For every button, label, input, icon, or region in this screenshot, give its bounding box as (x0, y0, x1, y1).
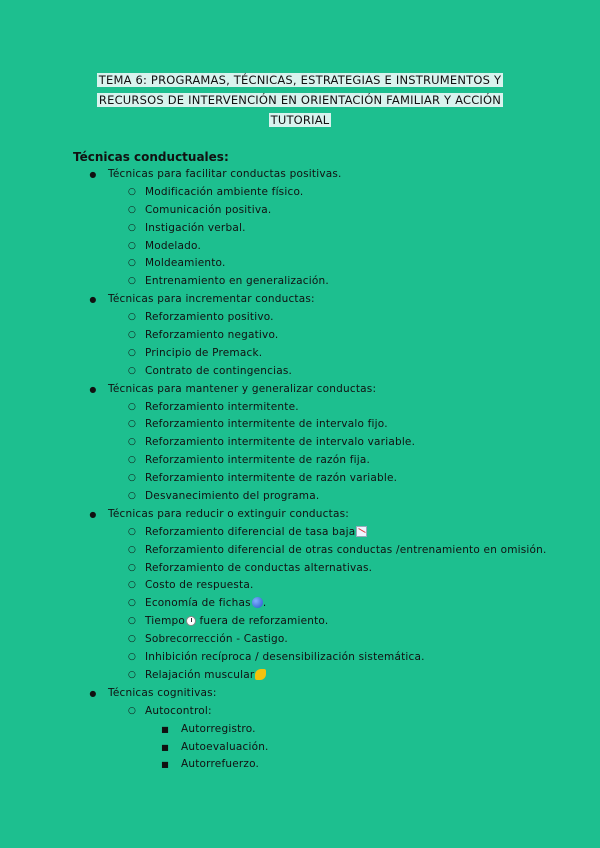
bullet-marker: ○ (127, 240, 137, 251)
list-item-level2 (0, 560, 600, 578)
bullet-marker: ○ (127, 491, 137, 502)
bullet-marker: ● (89, 295, 97, 305)
item-label: Desvanecimiento del programa. (145, 490, 320, 503)
list-item-level3 (0, 721, 600, 739)
list-item-text (145, 667, 266, 685)
list-item-text (145, 488, 319, 506)
list-item-text (145, 542, 547, 560)
list-item-level2 (0, 273, 600, 291)
list-item-text (145, 309, 274, 327)
item-label: Autoevaluación. (181, 740, 269, 753)
bullet-marker: ○ (127, 526, 137, 537)
bullet-marker: ■ (161, 724, 169, 734)
item-label: Entrenamiento en generalización. (145, 275, 329, 288)
list-item-level2 (0, 238, 600, 256)
bullet-marker: ○ (127, 186, 137, 197)
item-label: Relajación muscular (145, 668, 255, 681)
bullet-marker: ○ (127, 705, 137, 716)
list-item-level2 (0, 542, 600, 560)
list-item-text (145, 184, 303, 202)
item-label: Costo de respuesta. (145, 579, 254, 592)
item-label: Instigación verbal. (145, 221, 246, 234)
list-item-level2 (0, 470, 600, 488)
list-item-text (108, 506, 349, 524)
list-item-level2 (0, 416, 600, 434)
blue-circle-icon (252, 597, 263, 608)
list-item-text (108, 381, 376, 399)
list-item-level1 (0, 166, 600, 184)
bullet-marker: ○ (127, 276, 137, 287)
list-item-level1 (0, 291, 600, 309)
item-label: Comunicación positiva. (145, 203, 272, 216)
list-item-text (108, 685, 217, 703)
item-label: Principio de Premack. (145, 346, 263, 359)
item-label: Técnicas para reducir o extinguir conductas: (108, 507, 349, 520)
item-suffix: fuera de reforzamiento. (196, 615, 329, 628)
list-item-level2 (0, 649, 600, 667)
item-label: Reforzamiento positivo. (145, 311, 274, 324)
list-item-text (145, 577, 254, 595)
bullet-marker: ○ (127, 330, 137, 341)
bullet-marker: ○ (127, 437, 137, 448)
list-item-level3 (0, 756, 600, 774)
list-item-level1 (0, 381, 600, 399)
bullet-marker: ○ (127, 347, 137, 358)
list-item-text (145, 452, 370, 470)
item-label: Modelado. (145, 239, 202, 252)
list-item-level2 (0, 363, 600, 381)
list-item-level2 (0, 345, 600, 363)
list-item-text (145, 434, 415, 452)
list-item-level2 (0, 667, 600, 685)
stopwatch-icon (186, 616, 196, 626)
section-heading: Técnicas conductuales: (73, 150, 229, 164)
bullet-marker: ○ (127, 204, 137, 215)
bullet-marker: ■ (161, 742, 169, 752)
list-item-level2 (0, 202, 600, 220)
bullet-marker: ○ (127, 652, 137, 663)
bullet-marker: ○ (127, 222, 137, 233)
bullet-marker: ○ (127, 669, 137, 680)
list-item-text (145, 238, 201, 256)
item-label: Reforzamiento de conductas alternativas. (145, 561, 373, 574)
bullet-marker: ○ (127, 419, 137, 430)
item-label: Autorregistro. (181, 722, 256, 735)
bullet-marker: ● (89, 509, 97, 519)
bullet-marker: ○ (127, 598, 137, 609)
item-suffix: . (262, 597, 267, 610)
list-item-level2 (0, 327, 600, 345)
item-label: Sobrecorrección - Castigo. (145, 633, 288, 646)
item-label: Economía de fichas (145, 597, 251, 610)
item-label: Modificación ambiente físico. (145, 185, 304, 198)
list-item-level2 (0, 595, 600, 613)
item-label: Autorrefuerzo. (181, 758, 260, 771)
bullet-marker: ● (89, 688, 97, 698)
list-item-text (145, 327, 278, 345)
title-text: TEMA 6: PROGRAMAS, TÉCNICAS, ESTRATEGIAS E INSTRUMENTOS Y RECURSOS DE INTERVENCIÓN EN ORIENTACIÓN FAMILIAR Y ACCIÓN TUTORIAL (98, 73, 502, 127)
bullet-marker: ○ (127, 455, 137, 466)
list-item-text (145, 363, 292, 381)
list-item-level2 (0, 577, 600, 595)
item-label: Reforzamiento diferencial de otras conductas /entrenamiento en omisión. (145, 543, 547, 556)
item-label: Tiempo (145, 615, 185, 628)
bullet-marker: ○ (127, 401, 137, 412)
bullet-marker: ○ (127, 365, 137, 376)
list-item-level2 (0, 255, 600, 273)
list-item-text (145, 345, 262, 363)
item-label: Contrato de contingencias. (145, 364, 293, 377)
item-label: Inhibición recíproca / desensibilización sistemática. (145, 651, 425, 664)
item-label: Reforzamiento intermitente de razón fija. (145, 454, 371, 467)
item-label: Técnicas para mantener y generalizar conductas: (108, 382, 377, 395)
list-item-level2 (0, 184, 600, 202)
bullet-marker: ■ (161, 760, 169, 770)
list-item-text (145, 220, 246, 238)
bullet-marker: ○ (127, 562, 137, 573)
list-item-level2 (0, 613, 600, 631)
list-item-level2 (0, 488, 600, 506)
document-title (70, 70, 530, 130)
list-item-level1 (0, 685, 600, 703)
bullet-marker: ○ (127, 258, 137, 269)
list-item-text (181, 739, 269, 757)
item-label: Técnicas cognitivas: (108, 686, 217, 699)
bullet-marker: ○ (127, 580, 137, 591)
list-item-level2 (0, 631, 600, 649)
item-label: Técnicas para facilitar conductas positivas. (108, 168, 342, 180)
list-item-text (145, 560, 372, 578)
list-item-text (108, 166, 342, 184)
list-item-text (145, 595, 266, 613)
bullet-marker: ○ (127, 544, 137, 555)
item-label: Técnicas para incrementar conductas: (108, 293, 315, 306)
list-item-text (145, 399, 299, 417)
list-item-level1 (0, 506, 600, 524)
chart-decreasing-icon (356, 526, 367, 537)
item-label: Autocontrol: (145, 704, 212, 717)
list-item-text (145, 649, 425, 667)
item-label: Reforzamiento intermitente de intervalo variable. (145, 436, 416, 449)
list-item-text (145, 703, 212, 721)
item-label: Reforzamiento intermitente. (145, 400, 299, 413)
list-item-level2 (0, 452, 600, 470)
item-label: Reforzamiento intermitente de razón variable. (145, 472, 398, 485)
list-item-level2 (0, 524, 600, 542)
list-item-level3 (0, 739, 600, 757)
item-label: Moldeamiento. (145, 257, 226, 270)
list-item-level2 (0, 434, 600, 452)
list-item-level2 (0, 703, 600, 721)
bullet-marker: ○ (127, 616, 137, 627)
bullet-marker: ○ (127, 634, 137, 645)
bullet-marker: ● (89, 170, 97, 179)
bullet-marker: ○ (127, 312, 137, 323)
list-item-level2 (0, 399, 600, 417)
bullet-marker: ● (89, 384, 97, 394)
item-label: Reforzamiento negativo. (145, 329, 279, 342)
list-item-text (181, 756, 259, 774)
item-label: Reforzamiento intermitente de intervalo fijo. (145, 418, 388, 431)
list-item-text (145, 416, 388, 434)
list-item-level2 (0, 220, 600, 238)
list-item-text (145, 273, 329, 291)
bullet-marker: ○ (127, 473, 137, 484)
flexed-biceps-icon (255, 669, 266, 680)
list-item-text (108, 291, 315, 309)
bullet-list (0, 166, 600, 774)
item-label: Reforzamiento diferencial de tasa baja (145, 525, 356, 538)
list-item-text (145, 255, 226, 273)
list-item-text (145, 613, 328, 631)
list-item-text (145, 470, 397, 488)
list-item-text (145, 631, 288, 649)
list-item-text (145, 524, 367, 542)
list-item-level2 (0, 309, 600, 327)
list-item-text (145, 202, 271, 220)
list-item-text (181, 721, 256, 739)
